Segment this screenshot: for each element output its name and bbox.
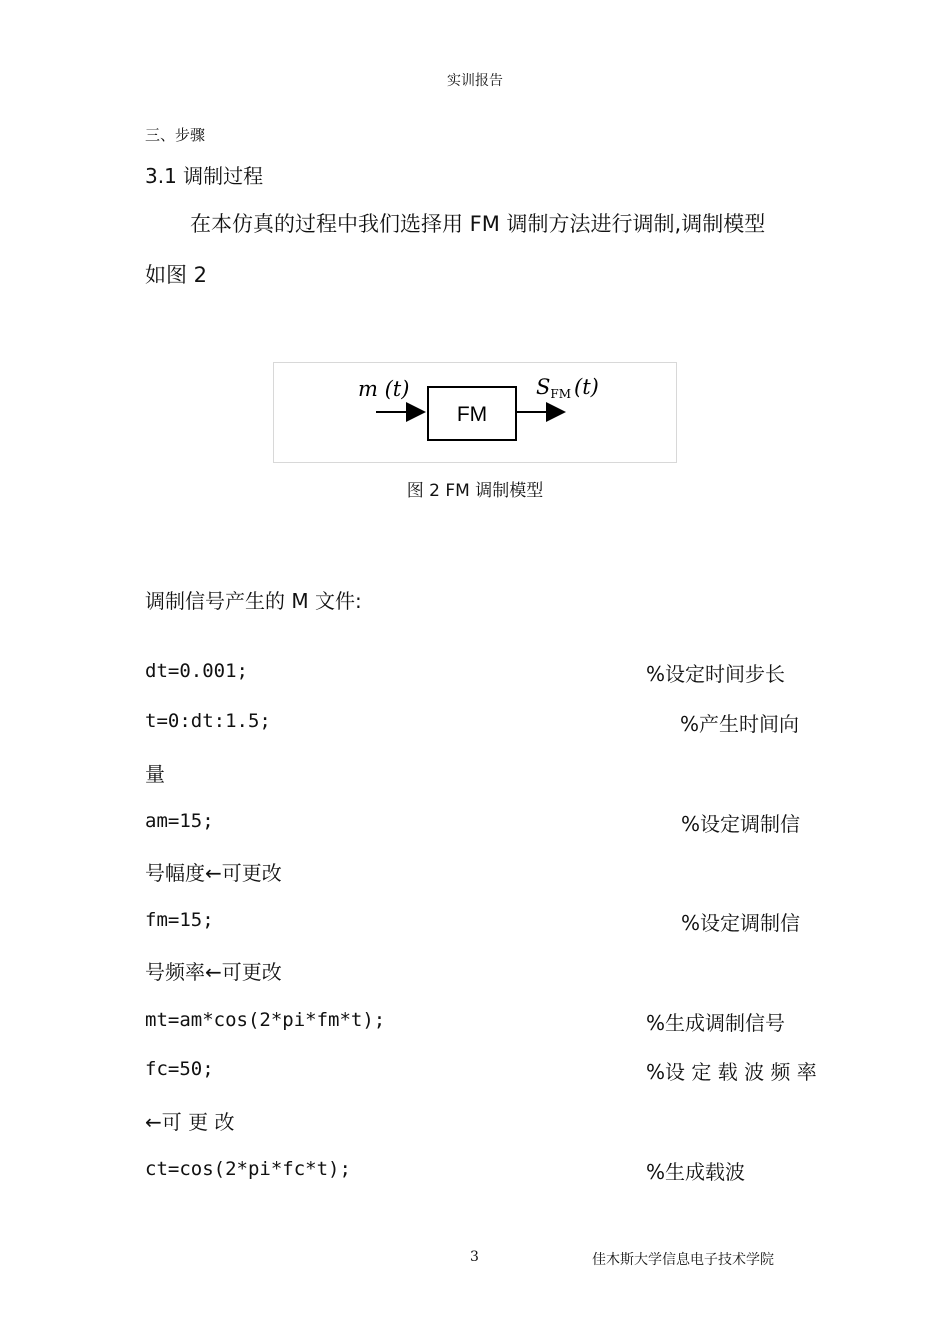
output-label-arg: (t) <box>574 375 599 399</box>
section-heading: 三、步骤 <box>145 126 206 144</box>
fm-block-diagram <box>274 363 676 462</box>
code-continuation-3: 号幅度←可更改 <box>145 861 282 885</box>
subsection-heading: 3.1 调制过程 <box>145 164 264 188</box>
code-comment-7: %生成载波 <box>646 1160 746 1184</box>
code-line-5: mt=am*cos(2*pi*fm*t); <box>145 1009 386 1031</box>
input-signal-label: m (t) <box>358 377 410 401</box>
code-line-3: am=15; <box>145 810 214 832</box>
output-label-sub: FM <box>550 387 572 401</box>
paragraph-line-2: 如图 2 <box>145 263 208 287</box>
output-signal-label <box>536 375 599 401</box>
code-line-4: fm=15; <box>145 909 214 931</box>
code-comment-3: %设定调制信 <box>681 812 801 836</box>
code-line-7: ct=cos(2*pi*fc*t); <box>145 1158 351 1180</box>
code-comment-2: %产生时间向 <box>680 712 800 736</box>
fm-block-label: FM <box>456 403 488 426</box>
code-line-1: dt=0.001; <box>145 660 248 682</box>
page-header: 实训报告 <box>447 73 503 89</box>
code-comment-1: %设定时间步长 <box>646 662 786 686</box>
figure-caption: 图 2 FM 调制模型 <box>406 481 544 501</box>
code-continuation-4: 号频率←可更改 <box>145 960 282 984</box>
page-number: 3 <box>470 1249 479 1265</box>
mfile-intro: 调制信号产生的 M 文件: <box>145 589 362 613</box>
footer-school: 佳木斯大学信息电子技术学院 <box>592 1252 774 1268</box>
code-line-6: fc=50; <box>145 1058 214 1080</box>
code-comment-4: %设定调制信 <box>681 911 801 935</box>
output-label-main: S <box>536 375 551 399</box>
paragraph-line-1: 在本仿真的过程中我们选择用 FM 调制方法进行调制,调制模型 <box>190 212 766 236</box>
fm-modulation-figure <box>273 362 677 463</box>
code-continuation-2: 量 <box>145 762 165 786</box>
code-comment-6: %设 定 载 波 频 率 <box>646 1060 817 1084</box>
code-line-2: t=0:dt:1.5; <box>145 710 271 732</box>
code-comment-5: %生成调制信号 <box>646 1011 786 1035</box>
code-continuation-6: ←可 更 改 <box>145 1110 235 1134</box>
